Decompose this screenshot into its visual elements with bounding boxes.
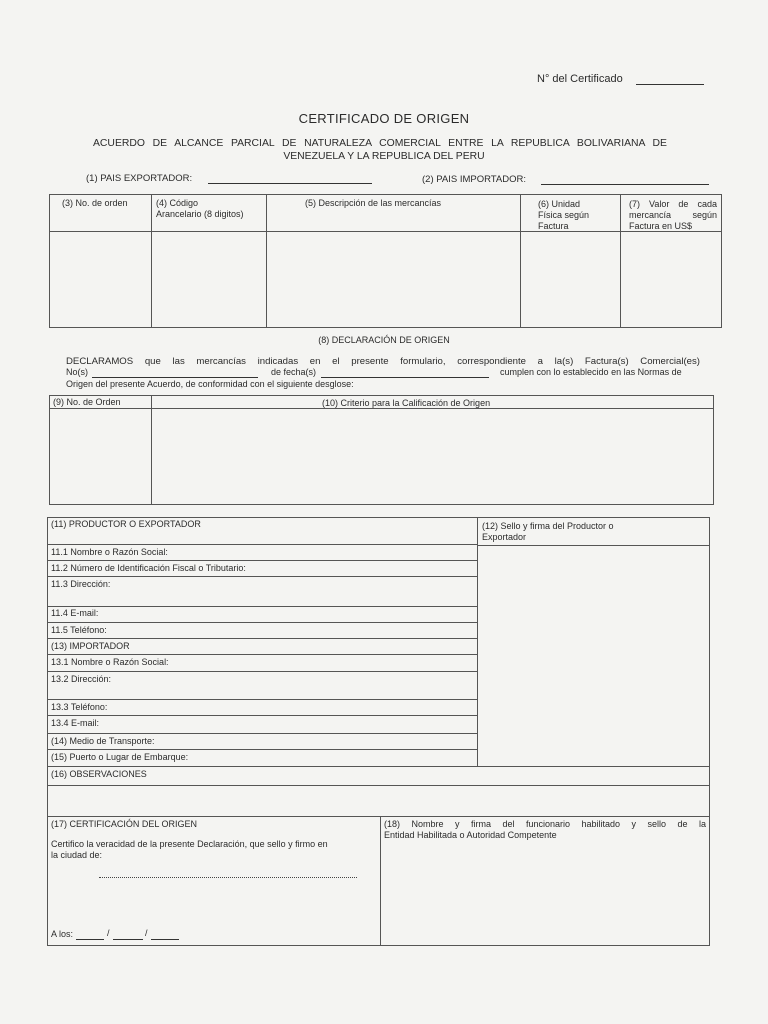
observations-field[interactable] bbox=[48, 786, 709, 816]
importer-title: (13) IMPORTADOR bbox=[51, 641, 130, 651]
producer-address-label: 11.3 Dirección: bbox=[51, 579, 111, 589]
exporter-country-label: (1) PAIS EXPORTADOR: bbox=[86, 173, 193, 184]
certification-date-label: A los: bbox=[51, 929, 74, 939]
producer-email-label: 11.4 E-mail: bbox=[51, 608, 99, 618]
producer-name-label: 11.1 Nombre o Razón Social: bbox=[51, 547, 168, 557]
invoice-number-field[interactable] bbox=[92, 377, 258, 378]
declaration-text-line1: DECLARAMOS que las mercancías indicadas en el presente formulario, correspondiente a la(s) Factura(s) Comercial(es) bbox=[66, 356, 700, 367]
official-signature-title: (18) Nombre y firma del funcionario habilitado y sello de la Entidad Habilitada o Autoridad Competente bbox=[384, 819, 706, 840]
date-separator-1: / bbox=[107, 928, 110, 938]
declaration-text-line3: Origen del presente Acuerdo, de conformidad con el siguiente desglose: bbox=[66, 379, 354, 389]
criteria-order-cell[interactable] bbox=[50, 409, 150, 504]
importer-email-label: 13.4 E-mail: bbox=[51, 718, 100, 728]
declaration-invoice-no-label: No(s) bbox=[66, 367, 88, 377]
certification-city-field[interactable] bbox=[99, 877, 357, 878]
column-header-origin-criterion: (10) Criterio para la Calificación de Origen bbox=[322, 398, 491, 408]
description-cell[interactable] bbox=[267, 232, 519, 327]
certification-statement: Certifico la veracidad de la presente Declaración, que sello y firmo en la ciudad de: bbox=[51, 839, 328, 860]
declaration-compliance-text: cumplen con lo establecido en las Normas de bbox=[500, 367, 682, 377]
observations-label: (16) OBSERVACIONES bbox=[51, 769, 147, 779]
certification-day-field[interactable] bbox=[76, 939, 104, 940]
loading-port-label: (15) Puerto o Lugar de Embarque: bbox=[51, 752, 189, 762]
certification-year-field[interactable] bbox=[151, 939, 179, 940]
producer-seal-signature-title: (12) Sello y firma del Productor o Exportador bbox=[482, 521, 614, 542]
agreement-subtitle-line2: VENEZUELA Y LA REPUBLICA DEL PERU bbox=[283, 151, 485, 162]
order-no-cell[interactable] bbox=[50, 232, 150, 327]
producer-exporter-title: (11) PRODUCTOR O EXPORTADOR bbox=[51, 519, 201, 529]
certificate-number-field[interactable] bbox=[636, 84, 704, 85]
column-header-goods-value: (7) Valor de cada mercancía según Factura en US$ bbox=[629, 199, 717, 231]
transport-means-label: (14) Medio de Transporte: bbox=[51, 736, 155, 746]
declaration-date-label: de fecha(s) bbox=[271, 367, 317, 377]
column-header-goods-description: (5) Descripción de las mercancías bbox=[305, 198, 442, 208]
producer-seal-signature-area[interactable] bbox=[479, 547, 709, 765]
invoice-date-field[interactable] bbox=[321, 377, 489, 378]
column-header-order-number: (9) No. de Orden bbox=[53, 397, 121, 407]
importer-name-label: 13.1 Nombre o Razón Social: bbox=[51, 657, 169, 667]
producer-phone-label: 11.5 Teléfono: bbox=[51, 625, 107, 635]
column-header-physical-unit: (6) Unidad Física según Factura bbox=[538, 199, 590, 231]
producer-tax-id-label: 11.2 Número de Identificación Fiscal o Tributario: bbox=[51, 563, 246, 573]
tariff-code-cell[interactable] bbox=[152, 232, 265, 327]
exporter-country-field[interactable] bbox=[208, 183, 372, 184]
agreement-subtitle-line1: ACUERDO DE ALCANCE PARCIAL DE NATURALEZA COMERCIAL ENTRE LA REPUBLICA BOLIVARIANA DE bbox=[93, 138, 667, 149]
importer-country-label: (2) PAIS IMPORTADOR: bbox=[422, 174, 526, 185]
column-header-tariff-code: (4) Código Arancelario (8 digitos) bbox=[156, 198, 244, 219]
importer-country-field[interactable] bbox=[541, 184, 709, 185]
certificate-number-label: N° del Certificado bbox=[537, 73, 623, 85]
official-signature-area[interactable] bbox=[382, 845, 708, 944]
certification-month-field[interactable] bbox=[113, 939, 143, 940]
goods-value-cell[interactable] bbox=[621, 232, 721, 327]
importer-phone-label: 13.3 Teléfono: bbox=[51, 702, 108, 712]
column-header-order-no: (3) No. de orden bbox=[62, 198, 128, 208]
physical-unit-cell[interactable] bbox=[521, 232, 619, 327]
document-title: CERTIFICADO DE ORIGEN bbox=[298, 111, 470, 126]
importer-address-label: 13.2 Dirección: bbox=[51, 674, 112, 684]
declaration-title: (8) DECLARACIÓN DE ORIGEN bbox=[318, 335, 450, 345]
origin-certification-title: (17) CERTIFICACIÓN DEL ORIGEN bbox=[51, 819, 198, 829]
criteria-value-cell[interactable] bbox=[152, 409, 713, 504]
date-separator-2: / bbox=[145, 928, 148, 938]
